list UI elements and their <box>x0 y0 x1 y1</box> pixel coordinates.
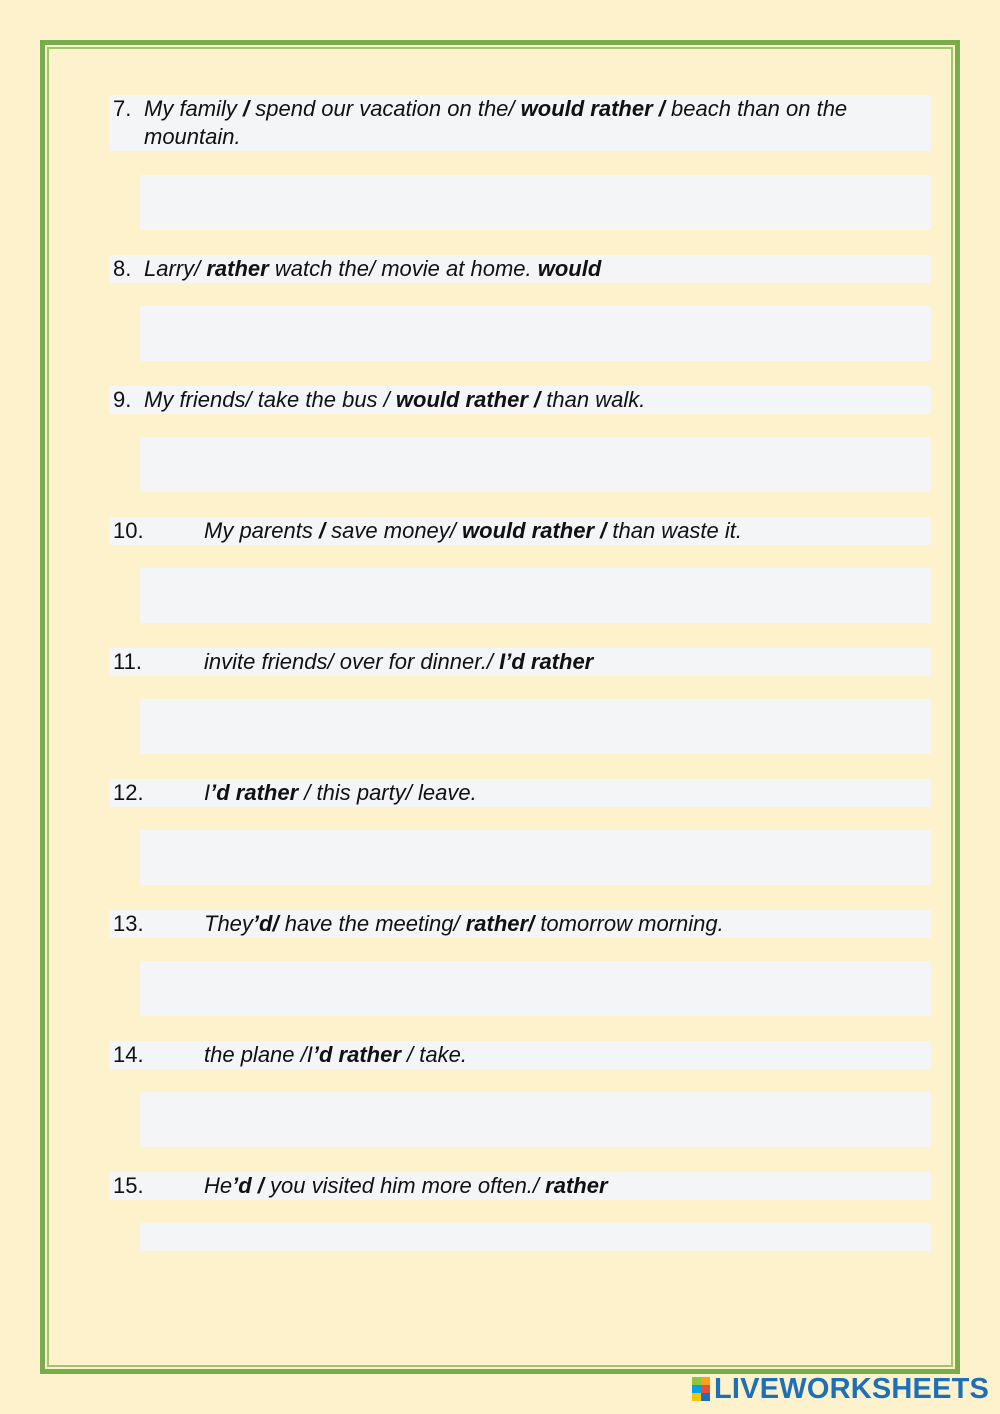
bold-segment: would rather / <box>462 518 607 543</box>
bold-segment: rather <box>206 256 269 281</box>
question-14 <box>109 1041 931 1069</box>
question-number: 10. <box>113 518 144 543</box>
text-segment: watch the/ movie at home. <box>268 256 538 281</box>
text-segment: the plane /I <box>204 1042 313 1067</box>
bold-segment: / <box>243 96 256 121</box>
question-text <box>109 648 931 676</box>
question-number: 9. <box>113 387 132 412</box>
question-10 <box>109 517 931 545</box>
question-text <box>109 1041 931 1069</box>
answer-field-8[interactable] <box>140 306 931 361</box>
question-number: 7. <box>113 96 132 121</box>
text-segment: He <box>204 1173 233 1198</box>
question-text <box>109 1172 931 1200</box>
question-13 <box>109 910 931 938</box>
text-segment: you visited him more often./ <box>263 1173 546 1198</box>
question-text <box>109 517 931 545</box>
text-segment: My parents <box>204 518 319 543</box>
answer-field-13[interactable] <box>140 961 931 1016</box>
text-segment: tomorrow morning. <box>534 911 724 936</box>
bold-segment: rather <box>545 1173 608 1198</box>
question-text <box>109 779 931 807</box>
bold-segment: ’d / <box>232 1173 264 1198</box>
answer-field-14[interactable] <box>140 1092 931 1147</box>
logo-icon-tile <box>692 1393 701 1401</box>
text-segment: invite friends/ over for dinner./ <box>204 649 500 674</box>
question-number: 8. <box>113 256 132 281</box>
question-12 <box>109 779 931 807</box>
text-segment: spend our vacation on the/ <box>255 96 521 121</box>
bold-segment: would rather / <box>395 387 541 412</box>
question-text <box>109 386 931 414</box>
logo-icon-tile <box>692 1377 701 1385</box>
text-segment: They <box>204 911 253 936</box>
bold-segment: ’d/ <box>252 911 279 936</box>
text-segment: My family <box>144 96 243 121</box>
text-segment: / take. <box>400 1042 467 1067</box>
question-text <box>109 95 931 151</box>
logo-icon-tile <box>701 1385 710 1393</box>
logo-icon-tile <box>701 1393 710 1401</box>
bold-segment: would rather / <box>520 96 665 121</box>
question-number: 11. <box>113 649 142 674</box>
bold-segment: / <box>318 518 326 543</box>
text-segment: beach than on the mountain. <box>144 96 848 149</box>
logo-icon-tile <box>692 1385 701 1393</box>
question-8 <box>109 255 931 283</box>
question-7 <box>109 95 931 151</box>
question-9 <box>109 386 931 414</box>
text-segment: My friends/ take the bus / <box>144 387 396 412</box>
text-segment: / this party/ leave. <box>298 780 477 805</box>
logo-text: LIVEWORKSHEETS <box>714 1372 990 1405</box>
answer-field-11[interactable] <box>140 699 931 754</box>
answer-field-12[interactable] <box>140 830 931 885</box>
question-number: 14. <box>113 1042 144 1067</box>
bold-segment: ’d rather <box>210 780 299 805</box>
answer-field-9[interactable] <box>140 437 931 492</box>
answer-field-10[interactable] <box>140 568 931 623</box>
answer-field-7[interactable] <box>140 175 931 230</box>
question-number: 15. <box>113 1173 144 1198</box>
answer-field-15[interactable] <box>140 1223 931 1251</box>
text-segment: than waste it. <box>606 518 743 543</box>
question-11 <box>109 648 931 676</box>
bold-segment: ’d rather <box>312 1042 401 1067</box>
text-segment: I <box>204 780 211 805</box>
text-segment: have the meeting/ <box>278 911 466 936</box>
bold-segment: I’d rather <box>499 649 594 674</box>
question-number: 12. <box>113 780 144 805</box>
question-text <box>109 910 931 938</box>
logo-icon-tile <box>701 1377 710 1385</box>
text-segment: than walk. <box>540 387 646 412</box>
text-segment: save money/ <box>325 518 463 543</box>
text-segment: Larry/ <box>144 256 207 281</box>
question-15 <box>109 1172 931 1200</box>
liveworksheets-logo <box>692 1374 989 1404</box>
question-number: 13. <box>113 911 144 936</box>
liveworksheets-logo-icon <box>692 1377 710 1401</box>
bold-segment: would <box>537 256 602 281</box>
bold-segment: rather/ <box>465 911 535 936</box>
question-text <box>109 255 931 283</box>
